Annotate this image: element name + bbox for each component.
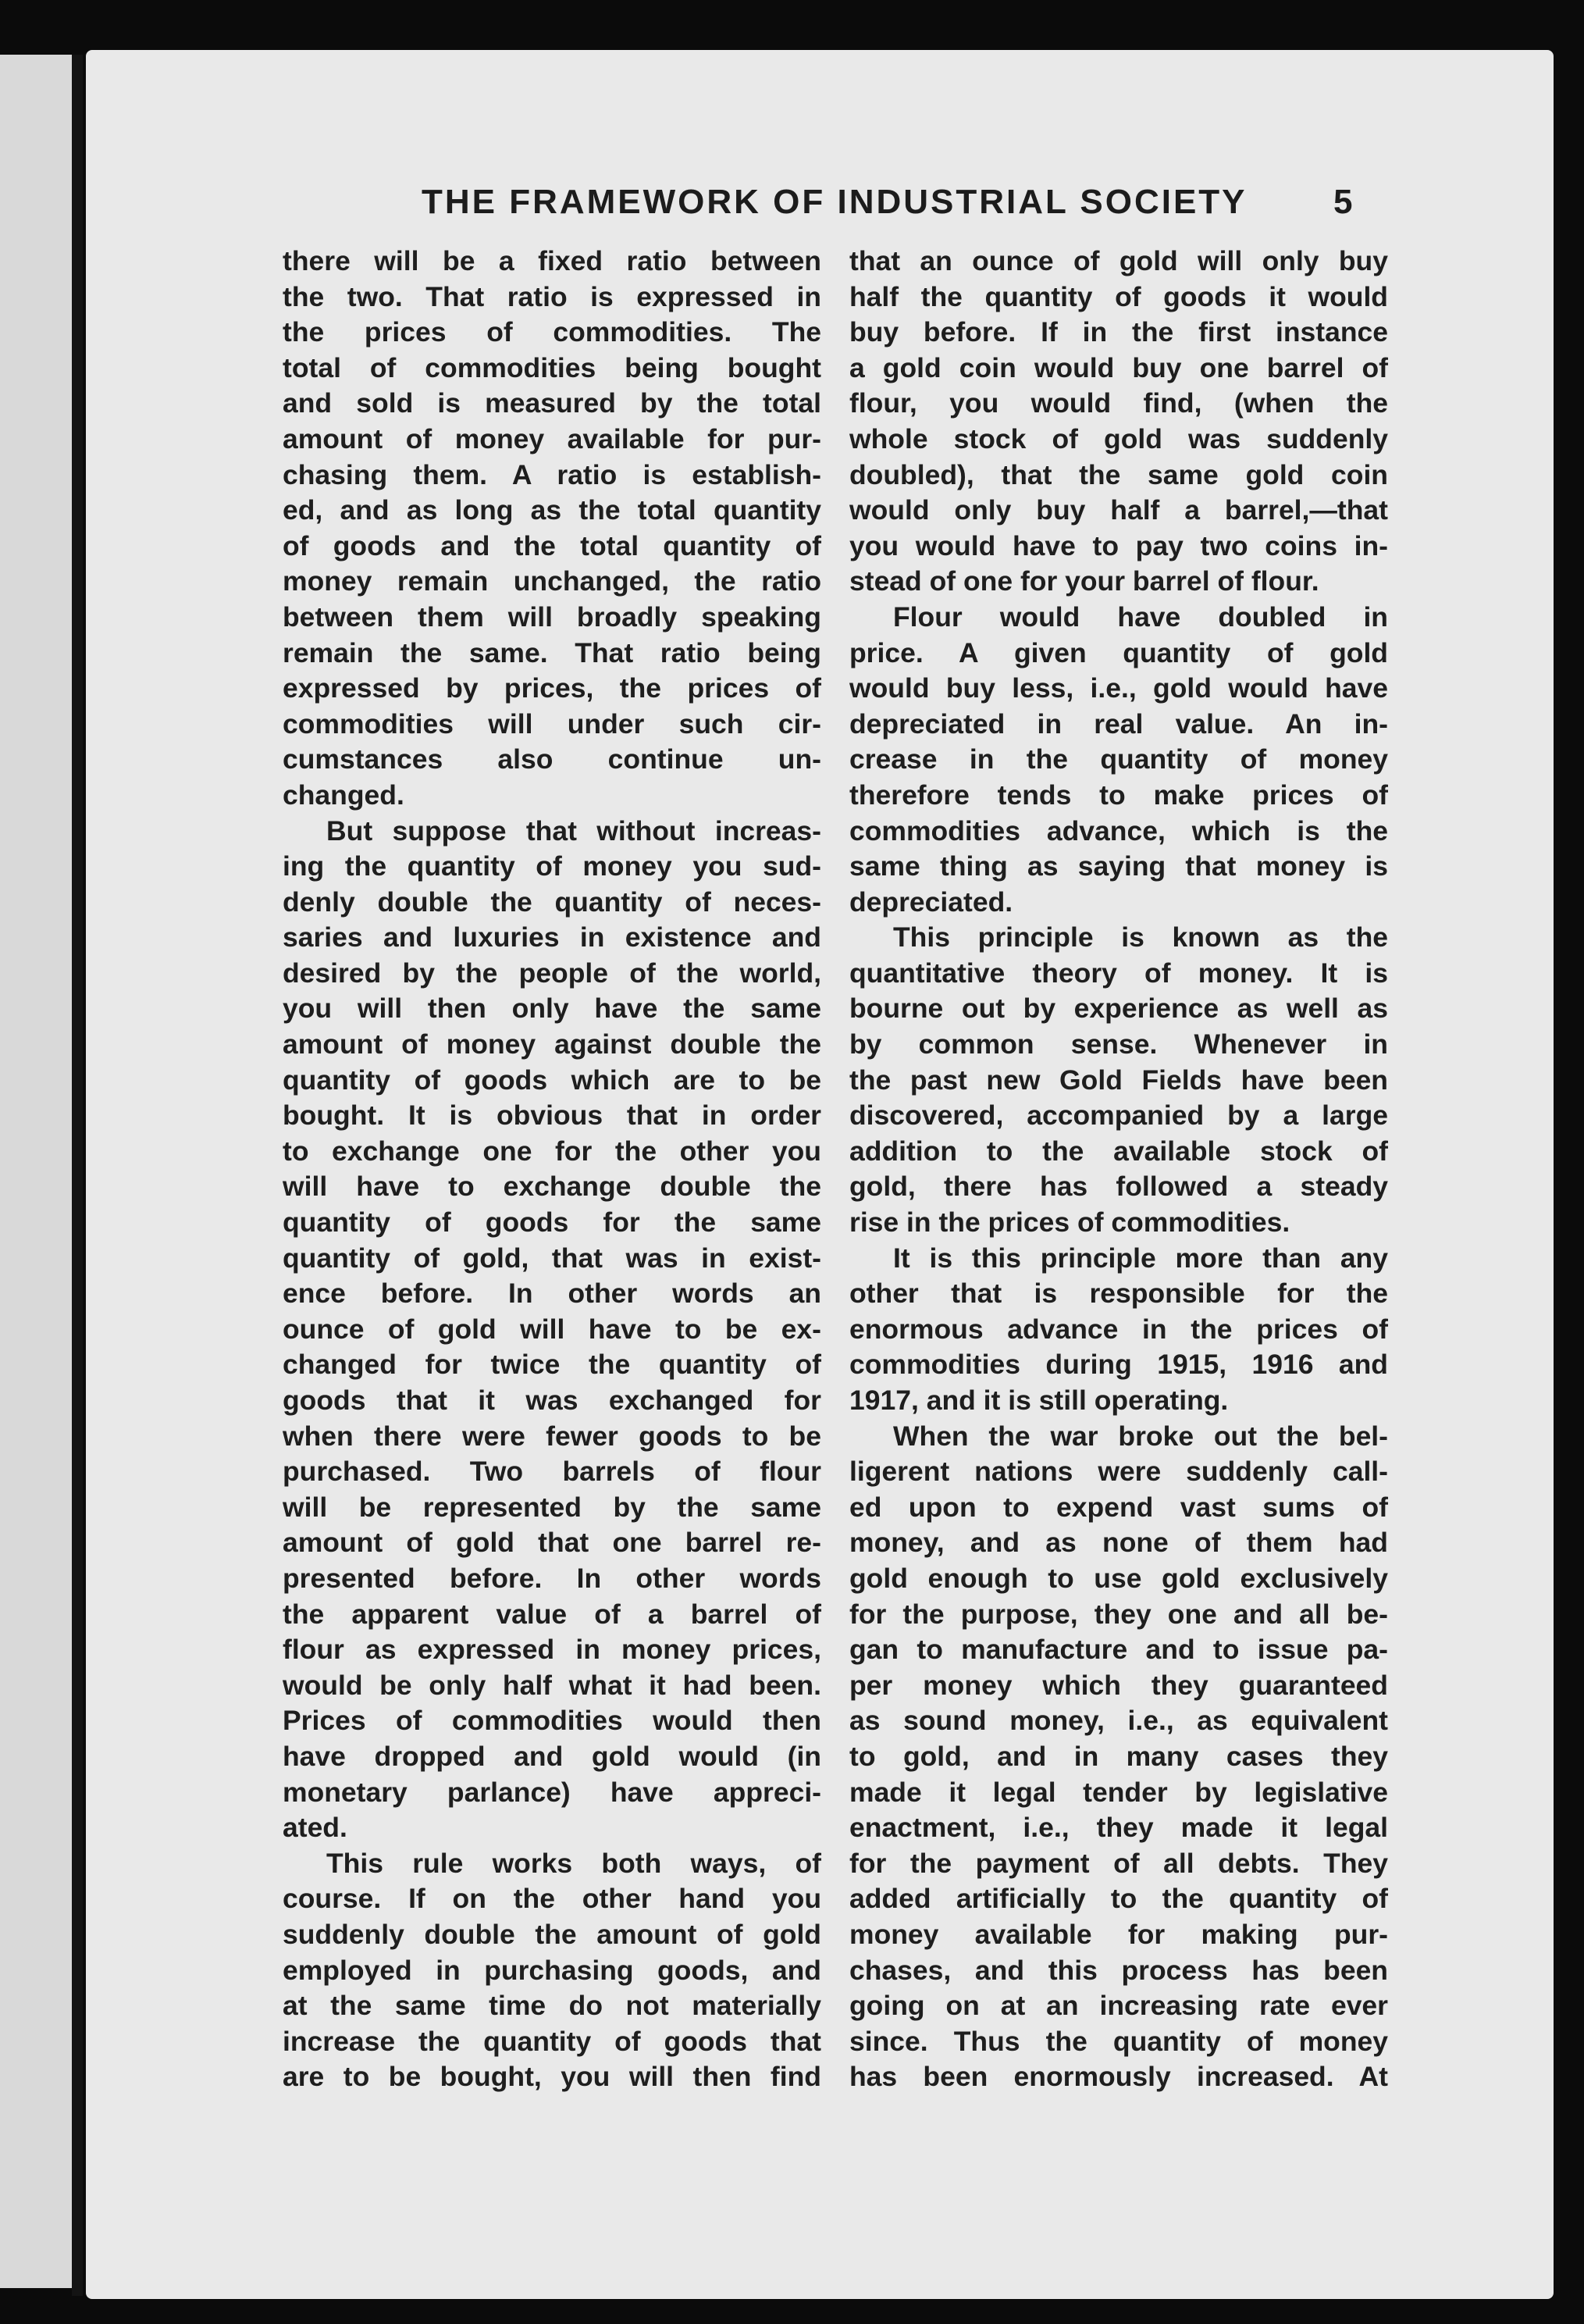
text-line: for the purpose, they one and all be- [849, 1598, 1388, 1630]
text-line: ing the quantity of money you sud- [283, 850, 821, 882]
text-line: amount of money available for pur- [283, 422, 821, 454]
text-line: crease in the quantity of money [849, 743, 1388, 775]
text-line: employed in purchasing goods, and [283, 1954, 821, 1986]
text-line: ence before. In other words an [283, 1278, 821, 1310]
text-line: changed for twice the quantity of [283, 1349, 821, 1381]
text-line: enormous advance in the prices of [849, 1313, 1388, 1345]
text-line: bought. It is obvious that in order [283, 1100, 821, 1132]
text-line: money available for making pur- [849, 1918, 1388, 1950]
text-line: gold enough to use gold exclusively [849, 1562, 1388, 1594]
text-line: saries and luxuries in existence and [283, 921, 821, 953]
text-line: Prices of commodities would then [283, 1705, 821, 1737]
text-line: It is this principle more than any [893, 1242, 1388, 1274]
text-line: would be only half what it had been. [283, 1669, 821, 1701]
text-line: enactment, i.e., they made it legal [849, 1812, 1388, 1844]
text-line: flour as expressed in money prices, [283, 1634, 821, 1666]
text-line: desired by the people of the world, [283, 957, 821, 989]
text-line: money remain unchanged, the ratio [283, 565, 821, 597]
text-line: presented before. In other words [283, 1562, 821, 1594]
text-line: quantity of gold, that was in exist- [283, 1242, 821, 1274]
text-line: of goods and the total quantity of [283, 529, 821, 561]
text-line: commodities advance, which is the [849, 814, 1388, 847]
text-line: price. A given quantity of gold [849, 636, 1388, 668]
text-line: ed, and as long as the total quantity [283, 494, 821, 526]
text-line: a gold coin would buy one barrel of [849, 351, 1388, 383]
text-line: amount of gold that one barrel re- [283, 1527, 821, 1559]
text-line: addition to the available stock of [849, 1135, 1388, 1167]
text-line: to exchange one for the other you [283, 1135, 821, 1167]
text-line: there will be a fixed ratio between [283, 245, 821, 276]
text-line: that an ounce of gold will only buy [849, 245, 1388, 276]
text-line: chases, and this process has been [849, 1954, 1388, 1986]
text-line: suddenly double the amount of gold [283, 1918, 821, 1950]
text-line: gan to manufacture and to issue pa- [849, 1634, 1388, 1666]
text-line: discovered, accompanied by a large [849, 1100, 1388, 1132]
text-line: buy before. If in the first instance [849, 316, 1388, 348]
text-line: When the war broke out the bel- [893, 1420, 1388, 1452]
text-line: other that is responsible for the [849, 1278, 1388, 1310]
text-line: rise in the prices of commodities. [849, 1207, 1290, 1239]
book-gutter-line [72, 55, 83, 2296]
text-line: bourne out by experience as well as [849, 993, 1388, 1025]
text-line: changed. [283, 779, 404, 811]
text-line: would buy less, i.e., gold would have [849, 672, 1388, 704]
text-line: since. Thus the quantity of money [849, 2025, 1388, 2057]
text-line: the prices of commodities. The [283, 316, 821, 348]
text-line: you would have to pay two coins in- [849, 529, 1388, 561]
text-line: going on at an increasing rate ever [849, 1990, 1388, 2022]
text-line: purchased. Two barrels of flour [283, 1456, 821, 1488]
text-line: will be represented by the same [283, 1491, 821, 1523]
text-line: will have to exchange double the [283, 1171, 821, 1203]
text-line: commodities during 1915, 1916 and [849, 1349, 1388, 1381]
text-line: cumstances also continue un- [283, 743, 821, 775]
text-line: monetary parlance) have appreci- [283, 1776, 821, 1808]
text-line: you will then only have the same [283, 993, 821, 1025]
text-line: Flour would have doubled in [893, 601, 1388, 633]
text-line: at the same time do not materially [283, 1990, 821, 2022]
text-line: per money which they guaranteed [849, 1669, 1388, 1701]
text-line: expressed by prices, the prices of [283, 672, 821, 704]
text-column-left [283, 244, 821, 2095]
text-line: between them will broadly speaking [283, 601, 821, 633]
text-line: whole stock of gold was suddenly [849, 422, 1388, 454]
text-line: to gold, and in many cases they [849, 1740, 1388, 1772]
text-line: ed upon to expend vast sums of [849, 1491, 1388, 1523]
text-line: flour, you would find, (when the [849, 387, 1388, 419]
text-line: chasing them. A ratio is establish- [283, 458, 821, 490]
text-line: total of commodities being bought [283, 351, 821, 383]
text-line: the two. That ratio is expressed in [283, 280, 821, 312]
text-line: same thing as saying that money is [849, 850, 1388, 882]
text-line: and sold is measured by the total [283, 387, 821, 419]
text-line: for the payment of all debts. They [849, 1847, 1388, 1879]
text-line: ligerent nations were suddenly call- [849, 1456, 1388, 1488]
text-line: increase the quantity of goods that [283, 2025, 821, 2057]
text-line: by common sense. Whenever in [849, 1028, 1388, 1060]
text-line: This principle is known as the [893, 921, 1388, 953]
text-line: the apparent value of a barrel of [283, 1598, 821, 1630]
text-line: half the quantity of goods it would [849, 280, 1388, 312]
text-line: stead of one for your barrel of flour. [849, 565, 1319, 597]
text-line: doubled), that the same gold coin [849, 458, 1388, 490]
running-title: THE FRAMEWORK OF INDUSTRIAL SOCIETY [422, 183, 1248, 221]
text-line: made it legal tender by legislative [849, 1776, 1388, 1808]
text-line: course. If on the other hand you [283, 1883, 821, 1915]
text-line: denly double the quantity of neces- [283, 886, 821, 918]
text-line: added artificially to the quantity of [849, 1883, 1388, 1915]
text-line: depreciated in real value. An in- [849, 708, 1388, 740]
text-line: as sound money, i.e., as equivalent [849, 1705, 1388, 1737]
text-line: would only buy half a barrel,—that [849, 494, 1388, 526]
text-line: quantity of goods for the same [283, 1207, 821, 1239]
text-line: depreciated. [849, 886, 1013, 918]
text-line: remain the same. That ratio being [283, 636, 821, 668]
facing-page-edge [0, 55, 78, 2288]
text-line: has been enormously increased. At [849, 2061, 1388, 2093]
page-number: 5 [1333, 183, 1353, 221]
text-line: But suppose that without increas- [326, 814, 821, 847]
text-line: ounce of gold will have to be ex- [283, 1313, 821, 1345]
text-line: quantitative theory of money. It is [849, 957, 1388, 989]
text-line: 1917, and it is still operating. [849, 1385, 1229, 1416]
text-line: This rule works both ways, of [326, 1847, 821, 1879]
text-line: therefore tends to make prices of [849, 779, 1388, 811]
text-line: quantity of goods which are to be [283, 1064, 821, 1096]
text-line: amount of money against double the [283, 1028, 821, 1060]
text-line: goods that it was exchanged for [283, 1385, 821, 1416]
text-column-right [849, 244, 1388, 2095]
text-line: money, and as none of them had [849, 1527, 1388, 1559]
text-line: gold, there has followed a steady [849, 1171, 1388, 1203]
text-line: the past new Gold Fields have been [849, 1064, 1388, 1096]
text-line: ated. [283, 1812, 347, 1844]
text-line: commodities will under such cir- [283, 708, 821, 740]
text-line: are to be bought, you will then find [283, 2061, 821, 2093]
text-line: have dropped and gold would (in [283, 1740, 821, 1772]
scan-border [1554, 47, 1584, 2312]
text-line: when there were fewer goods to be [283, 1420, 821, 1452]
